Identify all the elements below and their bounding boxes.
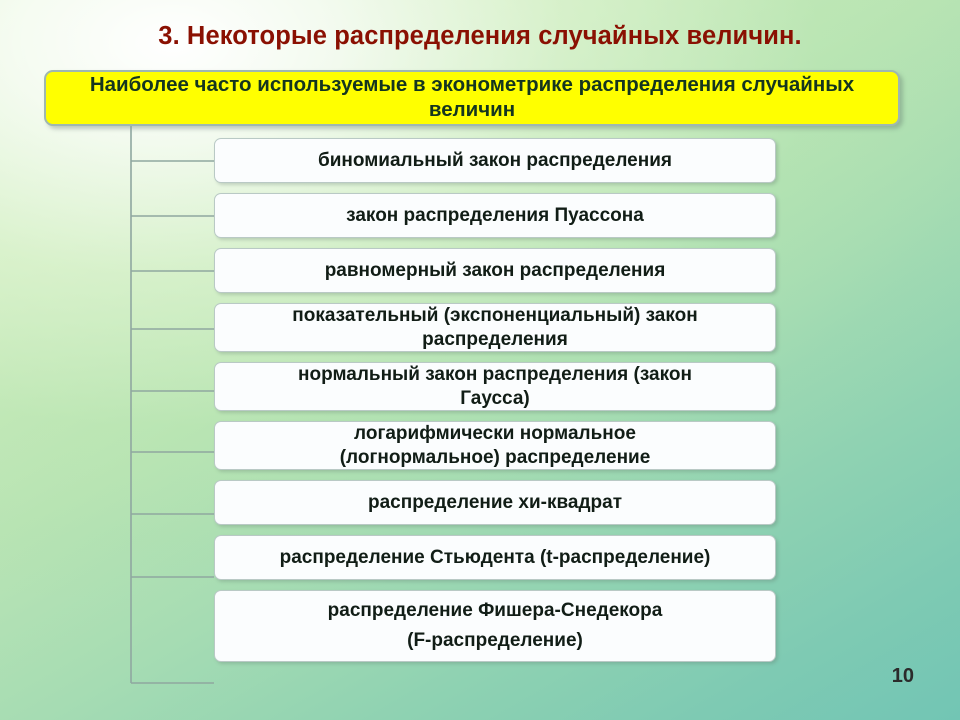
list-item-label: равномерный закон распределения [324,259,666,281]
list-item-label [292,304,697,352]
list-item-label-line-1: распределение Фишера-Снедекора [327,599,663,621]
distribution-list [214,138,776,672]
list-item-label: распределение хи-квадрат [367,491,623,513]
list-item-label [328,596,663,657]
list-item-label-line-2: Гаусса) [460,387,530,409]
list-item-label: распределение Стьюдента (t-распределение) [279,546,711,568]
list-item-label [340,422,651,470]
header-callout-text: Наиболее часто используемые в эконометрике распределения случайных величин [89,73,855,121]
list-item-label: биномиальный закон распределения [318,149,672,171]
header-callout-box [44,70,900,126]
list-item [214,303,776,352]
list-item [214,590,776,662]
list-item [214,248,776,293]
list-item-label [298,363,692,411]
list-item-label: закон распределения Пуассона [346,204,644,226]
list-item-label-line-1: логарифмически нормальное [354,422,636,444]
list-item [214,193,776,238]
list-item-label-line-1: нормальный закон распределения (закон [298,363,692,385]
list-item [214,362,776,411]
list-item [214,535,776,580]
page-number: 10 [891,665,914,687]
list-item-label-line-2: (F-распределение) [407,630,583,651]
page-title: 3. Некоторые распределения случайных величин. [158,22,802,50]
list-item-label-line-1: показательный (экспоненциальный) закон [292,304,698,326]
list-item [214,480,776,525]
list-item [214,138,776,183]
list-item-label-line-2: распределения [422,328,568,350]
list-item-label-line-2: (логнормальное) распределение [339,446,651,468]
list-item [214,421,776,470]
